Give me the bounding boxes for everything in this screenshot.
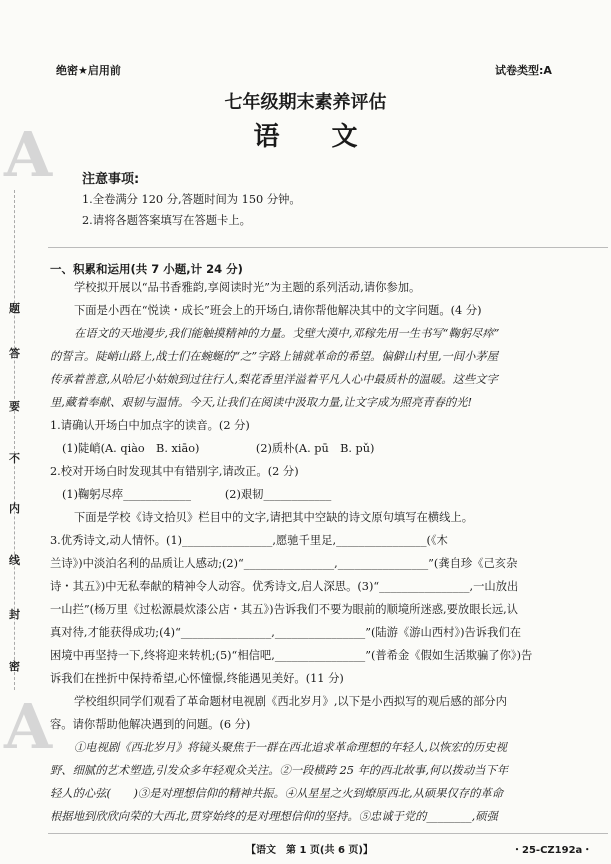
text-line: 学校拟开展以“品书香雅韵,享阅读时光”为主题的系列活动,请你参加。 (74, 281, 421, 294)
confidential-label: 绝密★启用前 (56, 64, 121, 77)
footer-divider (48, 833, 608, 834)
text-line: 下面是小西在“悦读・成长”班会上的开场白,请你帮他解决其中的文字问题。(4 分) (74, 304, 482, 317)
exam-type-watermark: A (4, 118, 53, 191)
section-divider (48, 247, 608, 248)
text-line: 真对待,才能获得成功;(4)“________________,________________”(陆游《游山西村》)告诉我们在 (50, 626, 521, 639)
seal-char: 答 (9, 347, 20, 360)
text-line: (1)陡峭(A. qiào B. xiāo) (2)质朴(A. pū B. pǔ) (62, 442, 375, 455)
text-line: 传承着善意,从哈尼小姑娘到过往行人,梨花香里洋溢着平凡人心中最质朴的温暖。这些文字 (50, 373, 498, 386)
text-line: 的誓言。陡峭山路上,战士们在蜿蜒的“之”字路上铺就革命的希望。偏僻山村里,一间小茅屋 (50, 350, 499, 363)
text-line: 根据地到欣欣向荣的大西北,贯穿始终的是对理想信仰的坚持。⑤忠诚于党的________,硕强 (50, 810, 498, 823)
text-line: 诉我们在挫折中保持希望,心怀憧憬,终能遇见美好。(11 分) (50, 672, 344, 685)
text-line: 轻人的心弦( )③是对理想信仰的精神共振。④从星星之火到燎原西北,从硕果仅存的革命 (50, 787, 503, 800)
seal-char: 内 (9, 502, 20, 515)
notes-heading: 注意事项: (82, 172, 140, 187)
text-line: 里,藏着奉献、艰韧与温情。今天,让我们在阅读中汲取力量,让文字成为照亮青春的光! (50, 396, 473, 409)
exam-type-label: 试卷类型:A (495, 64, 552, 77)
text-line: 困境中再坚持一下,终将迎来转机;(5)“相信吧,________________”(普希金《假如生活欺骗了你》)告 (50, 649, 533, 662)
seal-char: 线 (9, 554, 20, 567)
exam-title: 七年级期末素养评估 (224, 92, 387, 113)
text-line: 容。请你帮助他解决遇到的问题。(6 分) (50, 718, 251, 731)
subject-title: 语 文 (253, 122, 358, 152)
seal-char: 封 (9, 608, 20, 621)
text-line: 下面是学校《诗文拾贝》栏目中的文字,请把其中空缺的诗文原句填写在横线上。 (74, 511, 473, 524)
text-line: ①电视剧《西北岁月》将镜头聚焦于一群在西北追求革命理想的年轻人,以恢宏的历史视 (74, 741, 507, 754)
page-indicator: 【语文 第 1 页(共 6 页)】 (246, 845, 373, 856)
text-line: 2.校对开场白时发现其中有错别字,请改正。(2 分) (50, 465, 299, 478)
section-heading: 一、积累和运用(共 7 小题,计 24 分) (50, 262, 243, 276)
text-line: (1)鞠躬尽瘁____________ (2)艰韧____________ (62, 488, 332, 501)
paper-code: ・25-CZ192a・ (512, 845, 593, 856)
text-line: 诗・其五》)中无私奉献的精神令人动容。优秀诗文,启人深思。(3)“________________,一山放出 (50, 580, 519, 593)
text-line: 学校组织同学们观看了革命题材电视剧《西北岁月》,以下是小西拟写的观后感的部分内 (74, 695, 507, 708)
seal-char: 要 (9, 400, 20, 413)
text-line: 1.请确认开场白中加点字的读音。(2 分) (50, 419, 250, 432)
exam-type-watermark: A (4, 690, 53, 763)
notes-item: 2.请将各题答案填写在答题卡上。 (82, 214, 251, 227)
seal-char: 题 (9, 302, 20, 315)
text-line: 野、细腻的艺术塑造,引发众多年轻观众关注。②一段横跨 25 年的西北故事,何以拨动当下年 (50, 764, 509, 777)
seal-char: 密 (9, 660, 20, 673)
text-line: 一山拦”(杨万里《过松源晨炊漆公店・其五》)告诉我们不要为眼前的顺境所迷惑,要放眼长远,认 (50, 603, 519, 616)
text-line: 在语文的天地漫步,我们能触摸精神的力量。戈壁大漠中,邓稼先用一生书写“鞠躬尽瘁” (74, 327, 500, 340)
seal-char: 不 (9, 452, 20, 465)
text-line: 3.优秀诗文,动人情怀。(1)________________,愿驰千里足,________________(《木 (50, 534, 448, 547)
text-line: 兰诗》)中淡泊名利的品质让人感动;(2)“________________,________________”(龚自珍《己亥杂 (50, 557, 518, 570)
notes-item: 1.全卷满分 120 分,答题时间为 150 分钟。 (82, 193, 301, 206)
